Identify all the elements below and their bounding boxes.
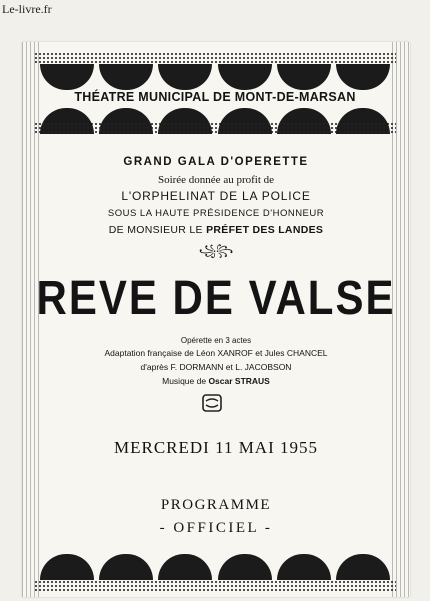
prefet-line xyxy=(22,224,410,236)
header-band xyxy=(34,52,396,134)
gala-title: GRAND GALA D'OPERETTE xyxy=(123,156,309,168)
arches-bottom xyxy=(40,554,390,580)
dot-pattern-top xyxy=(34,52,396,64)
programme-label: PROGRAMME xyxy=(160,497,272,513)
credits-adaptation: Adaptation française de Léon XANROF et Jules CHANCEL xyxy=(104,348,328,358)
prefet-name: PRÉFET DES LANDES xyxy=(206,224,324,236)
beneficiary: L'ORPHELINAT DE LA POLICE xyxy=(121,189,311,203)
watermark: Le-livre.fr xyxy=(2,2,52,16)
emblem-icon xyxy=(202,394,222,412)
credits-acts: Opérette en 3 actes xyxy=(180,336,252,345)
performance-date: MERCREDI 11 MAI 1955 xyxy=(113,438,318,457)
theatre-name: THÉATRE MUNICIPAL DE MONT-DE-MARSAN xyxy=(74,90,356,104)
prefet-prefix: DE MONSIEUR LE xyxy=(108,224,207,236)
programme-page xyxy=(22,42,410,597)
dot-pattern-header-bottom xyxy=(34,122,396,134)
footer-band xyxy=(34,542,396,594)
soiree-line: Soirée donnée au profit de xyxy=(157,174,275,186)
arches-top xyxy=(40,64,390,90)
credits-music: Musique de Oscar STRAUS xyxy=(162,376,270,386)
operetta-title: REVE DE VALSE xyxy=(36,270,396,325)
ornament-icon: ꧁꧂ xyxy=(198,245,234,257)
presidence-line: SOUS LA HAUTE PRÉSIDENCE D'HONNEUR xyxy=(107,208,325,219)
credits-after: d'après F. DORMANN et L. JACOBSON xyxy=(140,362,292,372)
officiel-label: - OFFICIEL - xyxy=(159,520,273,536)
dot-pattern-bottom xyxy=(34,580,396,592)
